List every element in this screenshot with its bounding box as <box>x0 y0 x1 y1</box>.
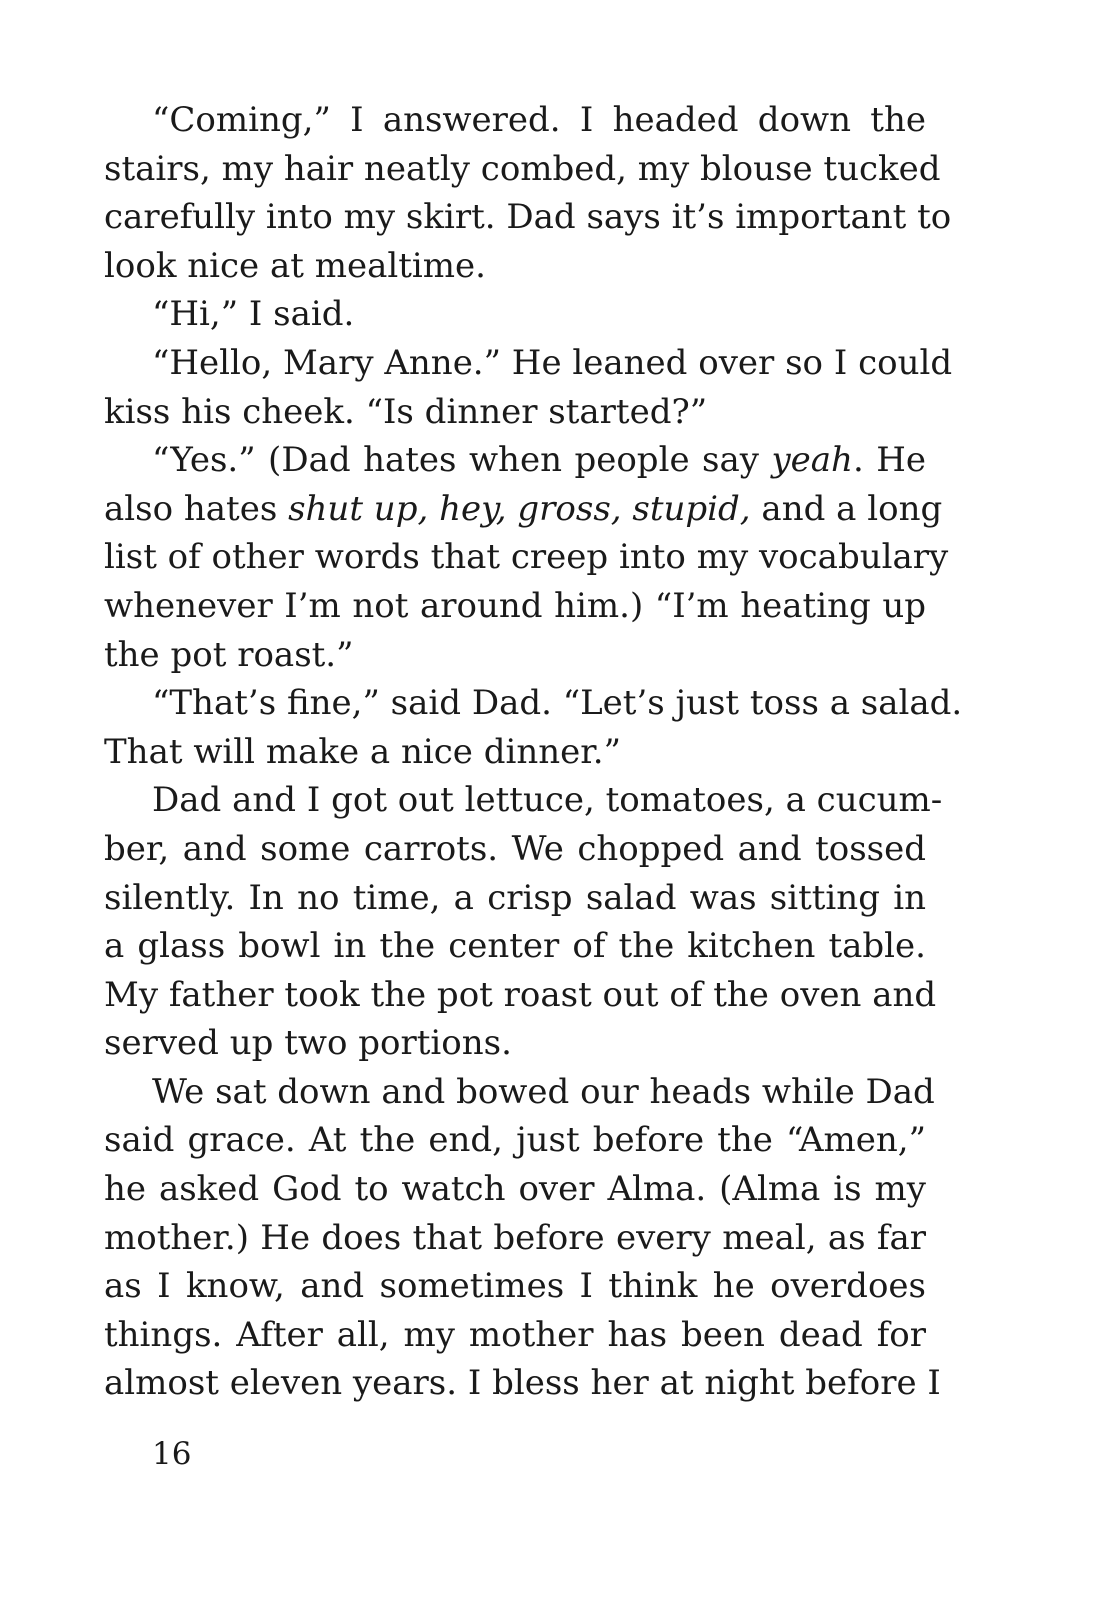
text-segment: a glass bowl in the center of the kitchen table. <box>104 926 926 967</box>
text-segment: stairs, my hair neatly combed, my blouse tucked <box>104 148 941 189</box>
text-line <box>104 1165 926 1214</box>
text-line <box>104 631 926 680</box>
text-segment: carefully into my skirt. Dad says it’s important to <box>104 197 952 238</box>
text-segment: mother.) He does that before every meal, as far <box>104 1217 926 1258</box>
page-number: 16 <box>152 1436 192 1472</box>
text-line <box>104 1359 941 1408</box>
text-segment: Dad and I got out lettuce, tomatoes, a cucum- <box>152 780 943 821</box>
text-line <box>104 485 943 534</box>
text-line <box>104 776 943 825</box>
text-segment: as I know, and sometimes I think he overdoes <box>104 1266 926 1307</box>
text-line <box>104 825 926 874</box>
text-line <box>104 1116 926 1165</box>
text-line <box>104 1068 935 1117</box>
text-line <box>104 1214 926 1263</box>
text-segment: the pot roast.” <box>104 634 354 675</box>
text-segment: ber, and some carrots. We chopped and tossed <box>104 828 926 869</box>
text-segment: “Coming,” I answered. I headed down the <box>152 100 926 140</box>
text-segment: almost eleven years. I bless her at night before I <box>104 1363 941 1404</box>
text-segment: “Yes.” (Dad hates when people say <box>152 440 772 481</box>
text-segment: My father took the pot roast out of the oven and <box>104 974 937 1015</box>
text-line <box>104 339 953 388</box>
text-segment: he asked God to watch over Alma. (Alma is my <box>104 1169 926 1210</box>
text-line <box>104 533 949 582</box>
text-line <box>104 290 926 339</box>
text-line <box>104 96 926 145</box>
text-line <box>104 582 926 631</box>
text-line <box>104 193 952 242</box>
text-line <box>104 1311 926 1360</box>
text-line <box>104 436 926 485</box>
text-segment: silently. In no time, a crisp salad was sitting in <box>104 877 926 918</box>
text-segment: “Hello, Mary Anne.” He leaned over so I could <box>152 342 953 383</box>
text-segment: things. After all, my mother has been dead for <box>104 1314 926 1355</box>
text-segment: look nice at mealtime. <box>104 245 486 286</box>
text-line <box>104 874 926 923</box>
text-segment: served up two portions. <box>104 1023 512 1064</box>
text-segment: “That’s fine,” said Dad. “Let’s just toss a salad. <box>152 683 963 724</box>
text-segment: kiss his cheek. “Is dinner started?” <box>104 391 708 432</box>
text-segment: list of other words that creep into my vocabulary <box>104 537 949 578</box>
text-line <box>104 388 926 437</box>
italic-text: yeah <box>771 440 853 481</box>
text-segment: whenever I’m not around him.) “I’m heating up <box>104 585 926 626</box>
text-line <box>104 145 941 194</box>
text-segment: That will make a nice dinner.” <box>104 731 621 772</box>
text-line <box>104 1262 926 1311</box>
text-line <box>104 242 926 291</box>
text-line <box>104 1019 926 1068</box>
text-segment: . He <box>852 440 926 481</box>
text-line <box>104 728 926 777</box>
text-line <box>104 971 937 1020</box>
italic-text: shut up, hey, gross, stupid, <box>288 488 751 529</box>
text-segment: also hates <box>104 488 289 529</box>
body-text <box>104 96 963 1408</box>
text-segment: and a long <box>750 488 943 529</box>
text-segment: “Hi,” I said. <box>152 294 355 335</box>
text-segment: We sat down and bowed our heads while Dad <box>152 1071 935 1112</box>
text-line <box>104 679 963 728</box>
text-line <box>104 922 926 971</box>
text-segment: said grace. At the end, just before the “Amen,” <box>104 1120 926 1161</box>
